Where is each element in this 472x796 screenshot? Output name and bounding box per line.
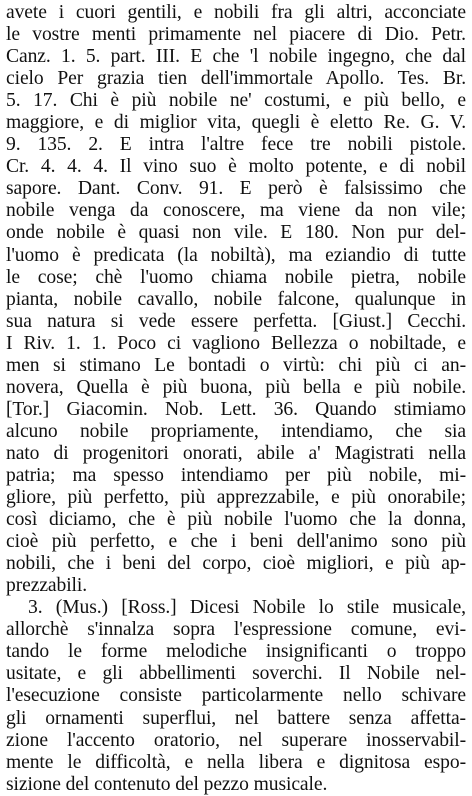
text-line bbox=[6, 377, 466, 399]
text-line-content: Canz. 1. 5. part. III. E che 'l nobile ingegno, che dal bbox=[6, 46, 466, 68]
text-line bbox=[6, 443, 466, 465]
text-line-content: patria; ma spesso intendiamo per più nobile, mi- bbox=[6, 464, 466, 486]
text-line-content: mente le difficoltà, e nella libera e dignitosa espo- bbox=[6, 751, 466, 773]
text-line-content: maggiore, e di miglior vita, quegli è eletto Re. G. V. bbox=[6, 112, 466, 134]
text-line bbox=[6, 200, 466, 222]
text-line-content: Cr. 4. 4. 4. Il vino suo è molto potente, e di nobil bbox=[6, 156, 466, 178]
text-line bbox=[6, 178, 466, 200]
text-line bbox=[6, 333, 466, 355]
text-line bbox=[6, 112, 466, 134]
text-line-content: usitate, e gli abbellimenti soverchi. Il Nobile nel- bbox=[6, 663, 466, 685]
text-line-content: tando le forme melodiche insignificanti o troppo bbox=[6, 641, 466, 663]
text-line bbox=[6, 641, 466, 663]
text-line bbox=[6, 663, 466, 685]
text-line bbox=[6, 619, 466, 641]
text-line-content: allorchè s'innalza sopra l'espressione comune, evi- bbox=[6, 619, 466, 641]
text-line-content: nobile venga da conoscere, ma viene da non vile; bbox=[6, 200, 466, 222]
text-line bbox=[6, 531, 466, 553]
text-line-content: sizione del contenuto del pezzo musicale. bbox=[6, 773, 328, 795]
text-line bbox=[6, 245, 466, 267]
text-line-content: men si stimano Le bontadi o virtù: chi più ci an- bbox=[6, 354, 466, 376]
text-line-content: nobili, che i beni del corpo, cioè migliori, e più ap- bbox=[6, 553, 466, 575]
text-line bbox=[6, 68, 466, 90]
text-line bbox=[6, 2, 466, 24]
text-line-content: sapore. Dant. Conv. 91. E però è falsissimo che bbox=[6, 178, 466, 200]
text-line-content: zione l'accento oratorio, nel superare inosservabil- bbox=[6, 729, 466, 751]
text-line-content: cielo Per grazia tien dell'immortale Apollo. Tes. Br. bbox=[6, 68, 466, 90]
text-line-content: [Tor.] Giacomin. Nob. Lett. 36. Quando stimiamo bbox=[6, 398, 466, 420]
text-line-content: le cose; chè l'uomo chiama nobile pietra, nobile bbox=[6, 266, 466, 288]
text-line bbox=[6, 90, 466, 112]
text-line-content: onde nobile è quasi non vile. E 180. Non pur del- bbox=[6, 222, 466, 244]
text-line bbox=[6, 575, 466, 597]
text-line-content: sua natura si vede essere perfetta. [Giust.] Cecchi. bbox=[6, 310, 466, 332]
text-line-content: gli ornamenti superflui, nel battere senza affetta- bbox=[6, 707, 466, 729]
text-line-content: le vostre menti primamente nel piacere di Dio. Petr. bbox=[6, 24, 466, 46]
text-line-content: 3. (Mus.) [Ross.] Dicesi Nobile lo stile musicale, bbox=[28, 597, 466, 619]
text-line bbox=[6, 730, 466, 752]
text-line-content: pianta, nobile cavallo, nobile falcone, qualunque in bbox=[6, 288, 466, 310]
text-line-content: 9. 135. 2. E intra l'altre fece tre nobili pistole. bbox=[6, 134, 466, 156]
text-line bbox=[6, 134, 466, 156]
text-line-content: l'uomo è predicata (la nobiltà), ma eziandio di tutte bbox=[6, 244, 466, 266]
text-line bbox=[6, 487, 466, 509]
text-line bbox=[6, 774, 466, 796]
text-line-content: alcuno nobile propriamente, intendiamo, che sia bbox=[6, 420, 466, 442]
text-line bbox=[6, 156, 466, 178]
text-line-content: prezzabili. bbox=[6, 575, 88, 597]
text-line bbox=[6, 685, 466, 707]
text-line bbox=[6, 355, 466, 377]
text-line bbox=[6, 421, 466, 443]
text-line-content: nato di progenitori onorati, abile a' Magistrati nella bbox=[6, 442, 466, 464]
text-line-content: gliore, più perfetto, più apprezzabile, e più onorabile; bbox=[6, 487, 466, 509]
text-line bbox=[6, 46, 466, 68]
text-line bbox=[6, 553, 466, 575]
text-line-content: l'esecuzione consiste particolarmente nello schivare bbox=[6, 685, 466, 707]
text-line-content: novera, Quella è più buona, più bella e più nobile. bbox=[6, 376, 466, 398]
text-line bbox=[6, 597, 466, 619]
text-line bbox=[6, 222, 466, 244]
text-line bbox=[6, 24, 466, 46]
text-line bbox=[6, 289, 466, 311]
text-line bbox=[6, 752, 466, 774]
text-line-content: avete i cuori gentili, e nobili fra gli altri, acconciate bbox=[6, 2, 466, 23]
text-line bbox=[6, 267, 466, 289]
text-line bbox=[6, 465, 466, 487]
text-line-content: I Riv. 1. 1. Poco ci vagliono Bellezza o nobiltade, e bbox=[6, 332, 466, 354]
text-line-content: 5. 17. Chi è più nobile ne' costumi, e più bello, e bbox=[6, 90, 466, 112]
text-line bbox=[6, 509, 466, 531]
text-line-content: così diciamo, che è più nobile l'uomo che la donna, bbox=[6, 509, 466, 531]
text-line bbox=[6, 399, 466, 421]
text-line bbox=[6, 311, 466, 333]
text-line-content: cioè più perfetto, e che i beni dell'animo sono più bbox=[6, 531, 466, 553]
text-line bbox=[6, 708, 466, 730]
